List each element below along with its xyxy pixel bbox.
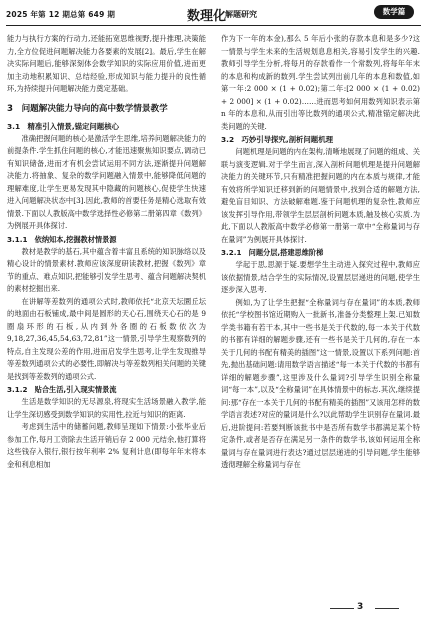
- page-header: [0, 0, 427, 27]
- subsubsection-heading: 3.1.2 贴合生活,引入现实情景流: [7, 385, 117, 394]
- section-title: 解题研究: [225, 10, 257, 19]
- page-number: 3: [357, 602, 364, 612]
- paragraph: 在讲解等差数列的通项公式时,教师依托“北京天坛圜丘坛的地面由石板铺成,最中间是圆形的天心石,围绕天心石的是 9 圈扇环形的石板,从内到外各圈的石板数依次为 9,18,27,36,45,54,63,72,81”这一情景,引导学生观察数列的特点,自主发现公差的作用,进而启发学生思考,让学生发现推导等差数列通项公式的必要性,即解决与等差数列相关问题的关键是找到等差数列的通项公式.: [7, 296, 206, 381]
- paragraph: 生活是数学知识的无尽源泉,将现实生活场景融入教学,能让学生深切感受到数学知识的实用性,拉近与知识的距离.: [7, 397, 206, 419]
- paragraph: 能力与执行方案的行动力,还能拓宽思维视野,提升推理,决策能力,全方位促进问题解决能力各要素的发展[2]。最后,学生在解决实际问题后,能够深刻体会数学知识的实际应用价值,进而更加主动地积累知识、总结经验,形成知识与能力提升的良性循环,为持续提升问题解决能力奠定基础。: [7, 34, 206, 93]
- subsection-heading: 3.2 巧妙引导探究,剖析问题机理: [221, 135, 333, 144]
- section-badge: 数学篇: [374, 5, 414, 19]
- paragraph: 问题机理是问题的内在架构,清晰地展现了问题的组成、关联与演变逻辑.对于学生而言,深入剖析问题机理是提升问题解决能力的关键环节,只有精准把握问题的内在本质与规律,才能有效将所学知识迁移到新的问题情景中,找到合适的解题方法,避免盲目知识、方法破解难题.鉴于问题机理的复杂性,教师应该发挥引导作用,带领学生层层剖析问题本质,触及核心实质.为此,下面以人教版高中数学必修第一册第一章中“全称量词与存在量词”为例展开具体探讨.: [221, 147, 420, 244]
- page-number-rule-right: [375, 608, 399, 609]
- paragraph: 教材是教学的基石,其中蕴含着丰富且系统的知识脉络以及精心设计的情景素材.教师应该深度研读教材,把握《数列》章节的重点、难点知识,把能够引发学生思考、蕴含问题解决契机的素材挖掘出来.: [7, 246, 206, 293]
- subsubsection-heading: 3.2.1 问题分层,搭建思维阶梯: [221, 248, 324, 257]
- paragraph: 准确把握问题的核心是激活学生思维,培养问题解决能力的前提条件.学生抓住问题的核心,才能迅速聚焦知识要点,调动已有知识储备,进而才有机会尝试运用不同方法,逐渐提升问题解决能力.将抽象、复杂的数学问题融入情景中,能够降低问题的理解难度,让学生更易发现其中隐藏的问题核心,促使学生快速进入问题解决状态中[3].因此,教师的首要任务是精心选取有效情景.下面以人教版高中数学选择性必修第二册第四章《数列》为例展开具体探讨.: [7, 133, 206, 230]
- right-column: [221, 33, 420, 472]
- section-heading: 3 问题解决能力导向的高中数学情景教学: [7, 103, 168, 114]
- left-column: [7, 33, 206, 471]
- journal-title: 数理化: [187, 9, 227, 24]
- paragraph: 考虑到生活中的储蓄问题,教师呈现如下情景:小张毕业后参加工作,每月工资除去生活开销后存 2 000 元结余,他打算将这些钱存入银行,银行按年利率 2% 复利计息(即每年年末将本金和利息相加: [7, 422, 206, 469]
- paragraph: 学起于思,思源于疑.要想学生主动进入探究过程中,教师应该依据情景,结合学生的实际情况,设置层层递进的问题,使学生逐步深入思考.: [221, 260, 420, 294]
- paragraph: 作为下一年的本金),那么 5 年后小张的存款本息和是多少?这一情景与学生未来的生活规划息息相关,容易引发学生的兴趣.教师引导学生分析,将每月的存款看作一个常数列,将每年年末的本息和构成新的数列.学生尝试列出前几年的本息和数值,如第一年:2 000 × (1 + 0.02);第二年:[2 000 × (1 + 0.02) + 2 000] × (1 + 0.02)……进而思考如何用数列知识表示第 n 年的本息和,从而引出等比数列的通项公式,精准锚定解决此类问题的关键.: [221, 34, 420, 131]
- subsubsection-heading: 3.1.1 依纳知本,挖掘教材情景源: [7, 234, 117, 244]
- header-divider: [6, 25, 421, 26]
- subsection-heading: 3.1 精准引入情景,锚定问题核心: [7, 121, 119, 131]
- page-number-rule-left: [330, 608, 354, 609]
- paragraph: 例如,为了让学生把握“全称量词与存在量词”的本质,教师依托“学校图书馆近期购入一批新书,准备分类整理上架.已知数学类书籍有若干本,其中一些书是关于代数的,每一本关于代数的书都有详细的解题步骤,还有一些书是关于几何的,存在一本关于几何的书配有精美的插图”这一情景,设置以下系列问题:首先,抛出基础问题:请用数学语言描述“每一本关于代数的书都有详细的解题步骤”,这里涉及什么量词?引导学生识别全称量词“每一本”,以及“全称量词”在具体情景中的标志.其次,继续提问:那“存在一本关于几何的书配有精美的插图”又该用怎样的数学语言表述?对应的量词是什么?以此帮助学生识别存在量词.最后,进阶提问:若要判断该批书中是否所有数学书都满足某个特定条件,或者是否存在满足另一条件的数学书,该如何运用全称量词与存在量词进行表达?通过层层递进的引导问题,学生能够透彻理解全称量词与存在: [221, 297, 420, 469]
- issue-info: 2025 年第 12 期总第 649 期: [6, 10, 116, 19]
